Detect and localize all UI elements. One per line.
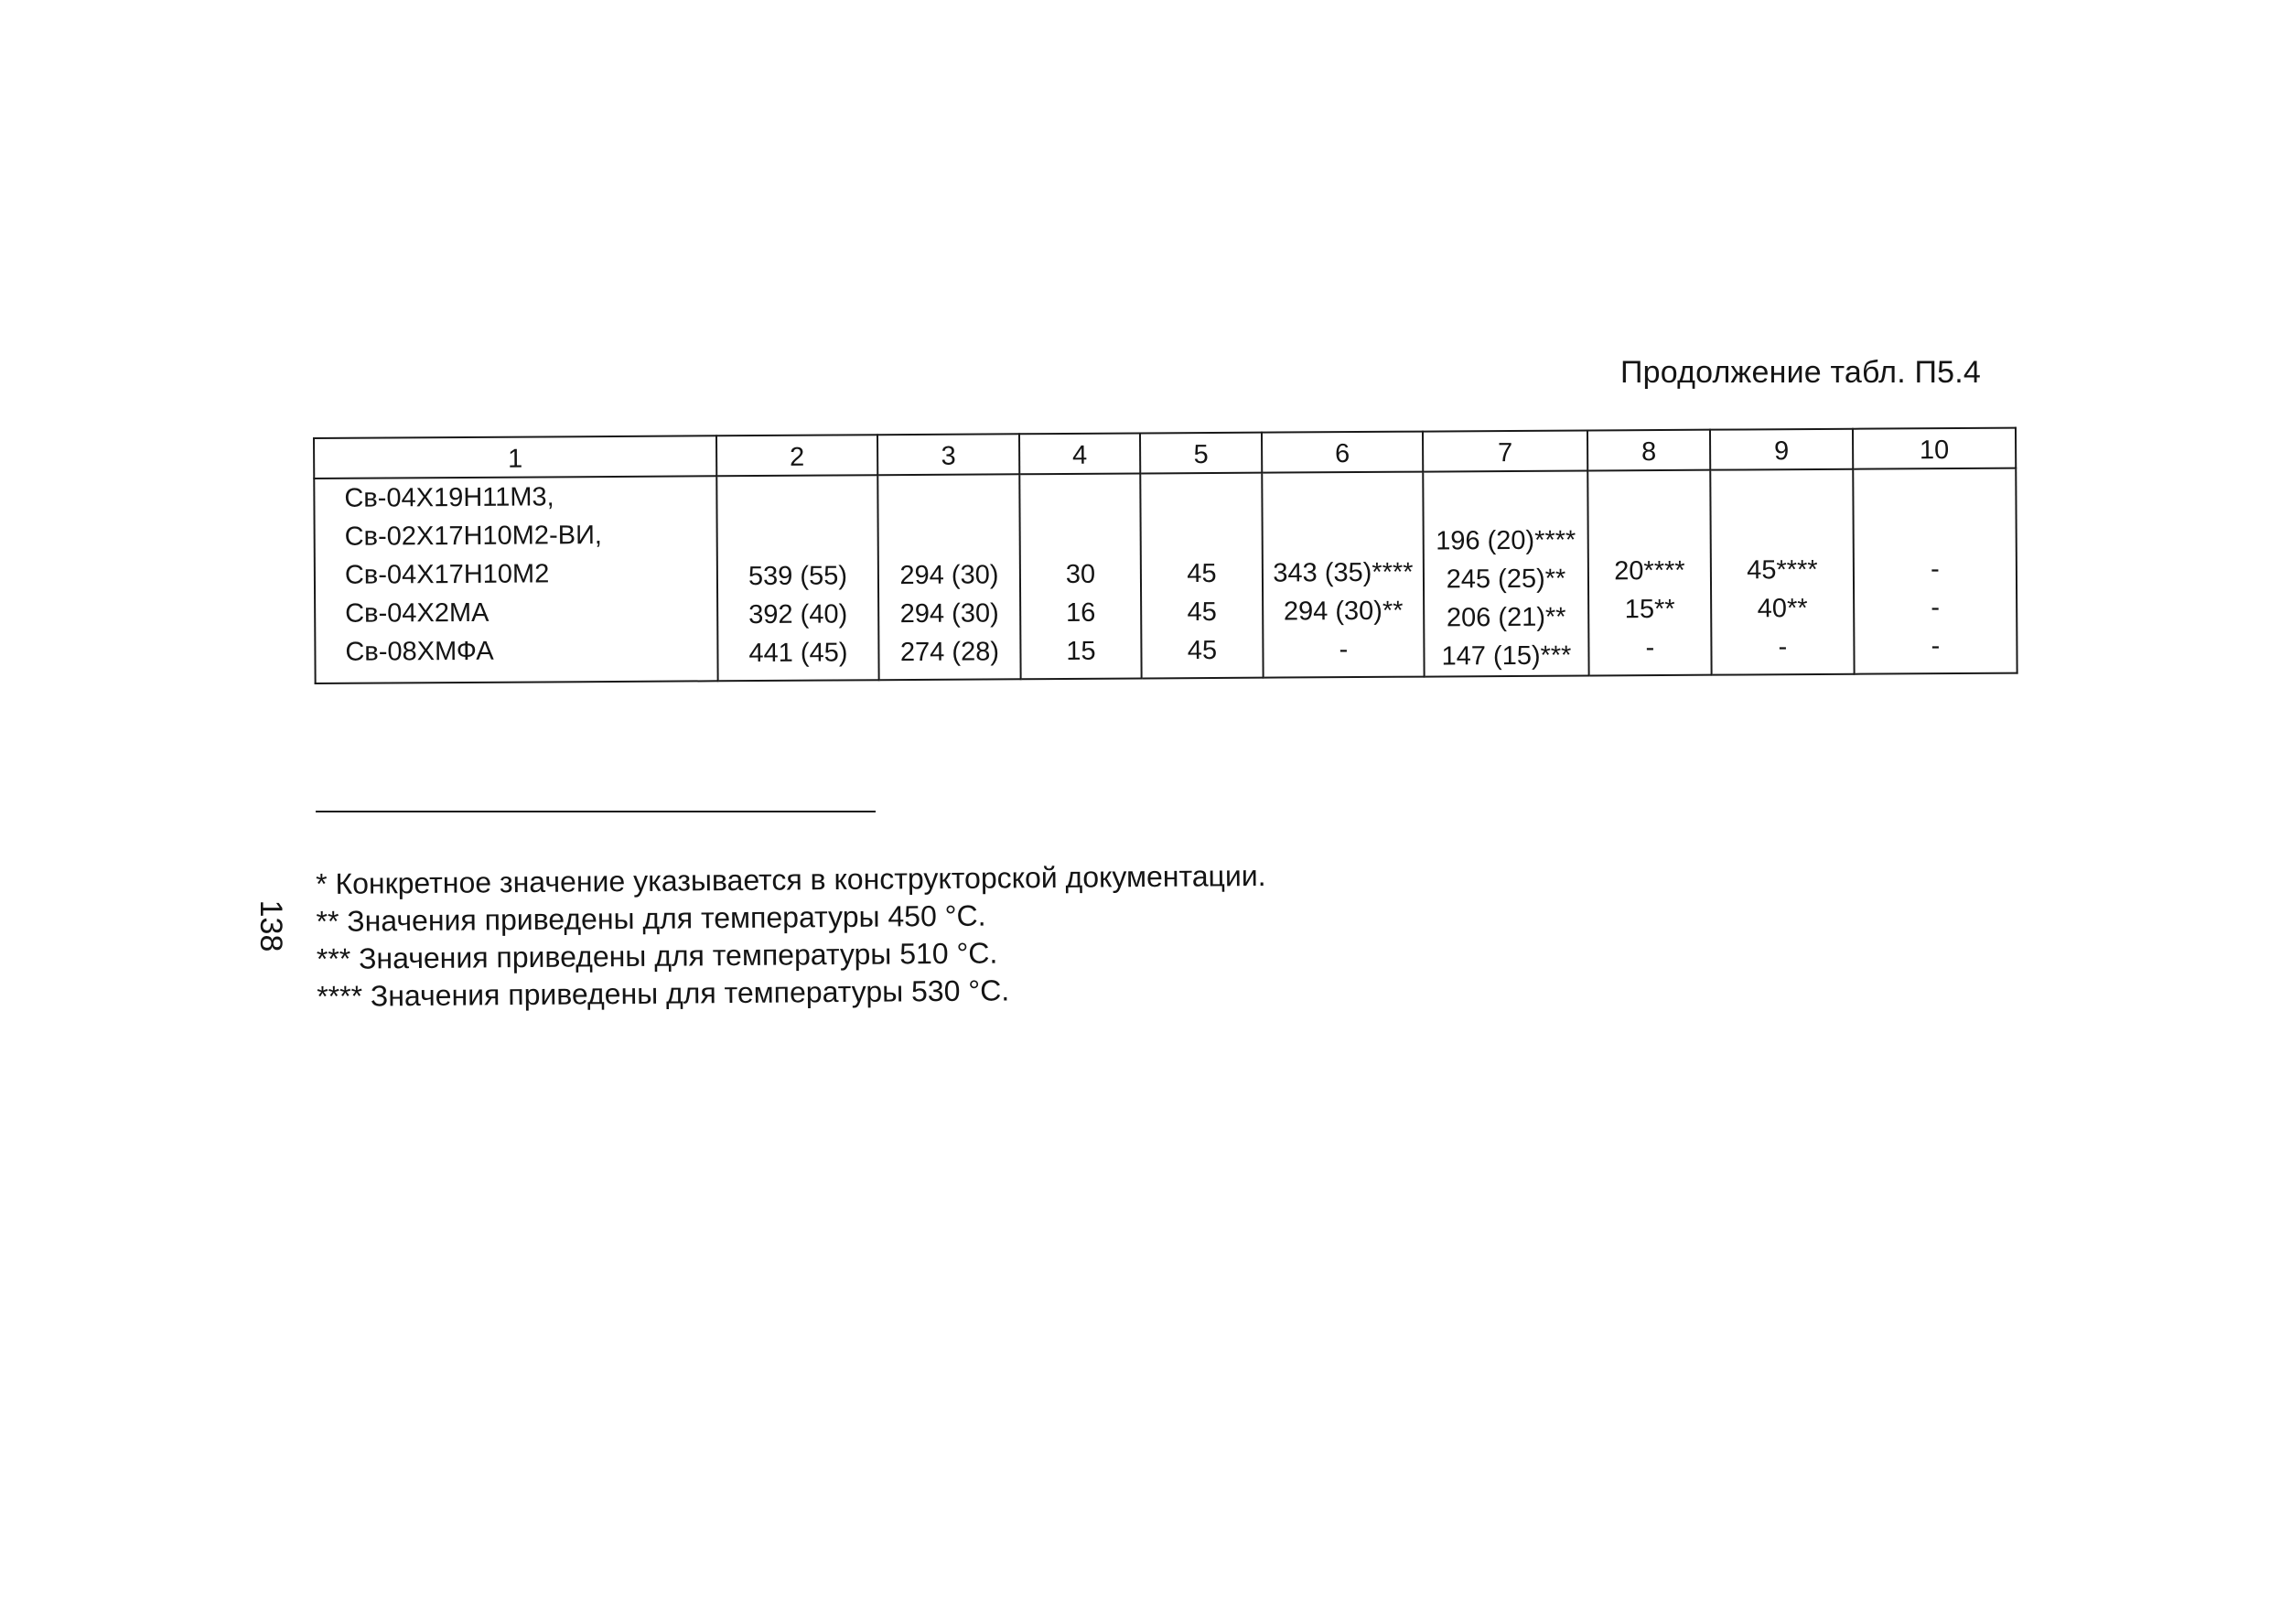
page-number: 138 bbox=[253, 899, 288, 952]
material-name: Св-04Х2МА bbox=[345, 597, 490, 629]
column-header: 6 bbox=[1262, 432, 1423, 473]
cell-value: 196 (20)**** bbox=[1436, 525, 1576, 556]
cell-value: 206 (21)** bbox=[1446, 602, 1566, 633]
table-caption: Продолжение табл. П5.4 bbox=[1619, 355, 1981, 390]
value-cell-col6 bbox=[1262, 472, 1424, 678]
material-name: Св-04Х19Н11М3, bbox=[344, 482, 554, 513]
cell-value: 45 bbox=[1187, 597, 1217, 628]
cell-value: 245 (25)** bbox=[1446, 564, 1566, 595]
cell-value: 392 (40) bbox=[748, 599, 848, 630]
value-cell-col10 bbox=[1853, 468, 2017, 674]
cell-value: 294 (30) bbox=[899, 560, 999, 591]
column-header: 7 bbox=[1423, 430, 1587, 471]
cell-value: 147 (15)*** bbox=[1441, 640, 1572, 672]
column-header: 1 bbox=[314, 436, 716, 479]
cell-value: - bbox=[1931, 631, 1941, 661]
properties-table bbox=[313, 427, 2018, 684]
footnote: **** Значения приведены для температуры 530 °С. bbox=[317, 973, 1010, 1013]
cell-value: - bbox=[1931, 593, 1941, 623]
column-header: 9 bbox=[1710, 429, 1853, 470]
value-cell-col2 bbox=[716, 475, 878, 681]
material-name: Св-08ХМФА bbox=[345, 636, 494, 667]
column-header: 4 bbox=[1019, 433, 1140, 474]
cell-value: - bbox=[1778, 632, 1788, 662]
cell-value: 20**** bbox=[1614, 555, 1685, 586]
cell-value: 294 (30)** bbox=[1283, 596, 1404, 627]
material-cell bbox=[314, 476, 717, 683]
footnote: *** Значения приведены для температуры 510 °С. bbox=[316, 936, 998, 975]
cell-value: 30 bbox=[1065, 559, 1096, 589]
cell-value: 45 bbox=[1187, 635, 1218, 666]
column-header: 10 bbox=[1853, 428, 2016, 469]
cell-value: 343 (35)**** bbox=[1273, 557, 1414, 588]
cell-value: - bbox=[1645, 633, 1655, 663]
value-cell-col9 bbox=[1710, 469, 1854, 675]
footnotes bbox=[316, 856, 1415, 1016]
cell-value: - bbox=[1930, 554, 1940, 585]
column-header: 3 bbox=[877, 434, 1019, 475]
column-header: 2 bbox=[716, 435, 877, 476]
material-name: Св-02Х17Н10М2-ВИ, bbox=[344, 521, 603, 552]
cell-value: 15 bbox=[1066, 636, 1096, 666]
cell-value: 441 (45) bbox=[748, 638, 848, 669]
value-cell-col7 bbox=[1423, 470, 1588, 676]
value-cell-col8 bbox=[1587, 470, 1711, 676]
footnote-separator bbox=[316, 811, 876, 812]
cell-value: 274 (28) bbox=[899, 637, 1000, 668]
column-header: 8 bbox=[1587, 430, 1710, 471]
cell-value: 15** bbox=[1624, 594, 1675, 625]
cell-value: 40** bbox=[1757, 594, 1808, 624]
cell-value: 45 bbox=[1187, 558, 1217, 589]
cell-value: 16 bbox=[1065, 597, 1096, 628]
column-header: 5 bbox=[1140, 433, 1262, 474]
cell-value: 45**** bbox=[1747, 554, 1818, 586]
footnote: * Конкретное значение указывается в конструкторской документации. bbox=[316, 858, 1266, 900]
value-cell-col5 bbox=[1140, 473, 1263, 679]
value-cell-col3 bbox=[877, 474, 1020, 680]
material-name: Св-04Х17Н10М2 bbox=[344, 559, 550, 590]
value-cell-col4 bbox=[1019, 473, 1141, 679]
cell-value: 539 (55) bbox=[748, 561, 848, 592]
cell-value: - bbox=[1339, 635, 1349, 665]
footnote: ** Значения приведены для температуры 450 °С. bbox=[316, 898, 986, 938]
table-row bbox=[314, 468, 2017, 683]
cell-value: 294 (30) bbox=[899, 598, 999, 629]
